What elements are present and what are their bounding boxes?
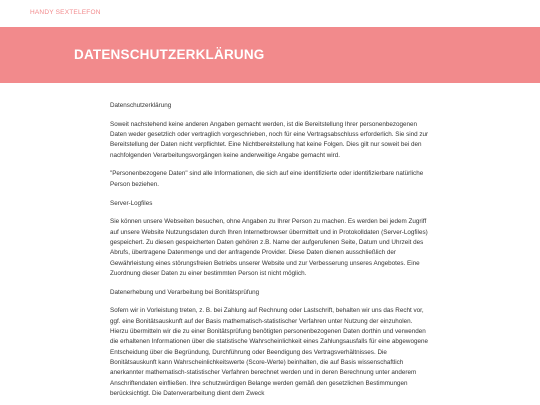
paragraph-server-logfiles: Sie können unsere Webseiten besuchen, ohne Angaben zu Ihrer Person zu machen. Es werden bei jedem Zugriff auf unsere Website Nutzungsdaten durch Ihren Internetbrowser übermittelt und in Protokolldaten (Server-Logfiles) gespeichert. Zu diesen gespeicherten Daten gehören z.B. Name der aufgerufenen Seite, Datum und Uhrzeit des Abrufs, übertragene Datenmenge und der anfragende Provider. Diese Daten dienen ausschließlich der Gewährleistung eines störungsfreien Betriebs unserer Website und zur Verbesserung unseres Angebotes. Eine Zuordnung dieser Daten zu einer bestimmten Person ist nicht möglich. [110,218,428,277]
page-hero-banner [0,27,540,83]
section-heading-server-logfiles: Server-Logfiles [110,199,153,207]
privacy-policy-content [0,83,540,399]
section-heading-privacy: Datenschutzerklärung [110,102,172,109]
paragraph-data-provision: Soweit nachstehend keine anderen Angaben gemacht werden, ist die Bereitstellung Ihrer personenbezogenen Daten weder gesetzlich oder vertraglich vorgeschrieben, noch für eine Vertragsabschluss erforderlich. Sie sind zur Bereitstellung der Daten nicht verpflichtet. Eine Nichtbereitstellung hat keine Folgen. Dies gilt nur soweit bei den nachfolgenden Verarbeitungsvorgängen keine anderweitige Angabe gemacht wird. [110,120,429,159]
paragraph-personal-data-definition: "Personenbezogene Daten" sind alle Informationen, die sich auf eine identifizierte oder identifizierbare natürliche Person beziehen. [110,170,424,188]
paragraph-credit-check: Sofern wir in Vorleistung treten, z. B. bei Zahlung auf Rechnung oder Lastschrift, behalten wir uns das Recht vor, ggf. eine Bonitätsauskunft auf der Basis mathematisch-statistischer Verfahren unter Nutzung der einzuholen. Hierzu übermitteln wir die zu einer Bonitätsprüfung benötigten personenbezogenen Daten dorthin und verwenden die erhaltenen Informationen über die statistische Wahrscheinlichkeit eines Zahlungsausfalls für eine abgewogene Entscheidung über die Begründung, Durchführung oder Beendigung des Vertragsverhältnisses. Die Bonitätsauskunft kann Wahrscheinlichkeitswerte (Score-Werte) beinhalten, die auf Basis wissenschaftlich anerkannter mathematisch-statistischer Verfahren berechnet werden und in deren Berechnung unter anderem Anschriftendaten einfließen. Ihre schutzwürdigen Belange werden gemäß den gesetzlichen Bestimmungen berücksichtigt. Die Datenverarbeitung dient dem Zweck [110,307,428,397]
site-brand-link[interactable]: HANDY SEXTELEFON [30,9,101,16]
section-heading-credit-check: Datenerhebung und Verarbeitung bei Bonitätsprüfung [110,288,260,296]
page-title: DATENSCHUTZERKLÄRUNG [74,47,265,62]
site-header [0,0,540,27]
